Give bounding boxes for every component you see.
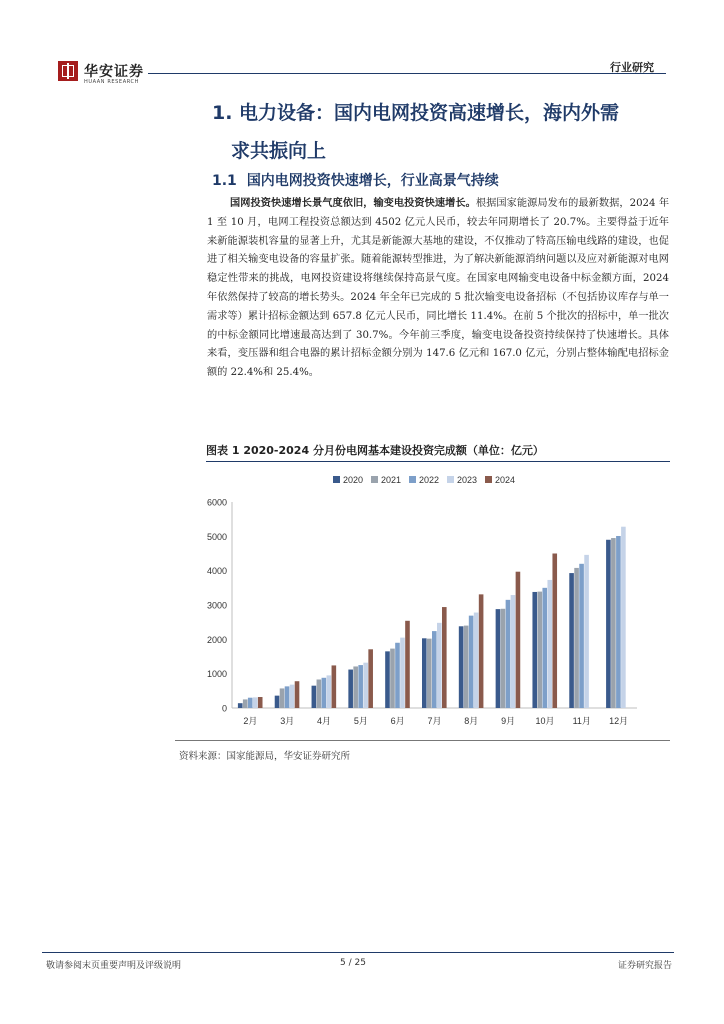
header-divider xyxy=(148,73,666,74)
legend-swatch xyxy=(485,476,492,483)
x-tick-label: 11月 xyxy=(572,716,591,726)
bar-2022 xyxy=(358,665,363,708)
x-tick-label: 6月 xyxy=(390,716,405,726)
section-heading-line2: 求共振向上 xyxy=(231,140,327,162)
bar-2023 xyxy=(437,623,442,708)
bar-2024 xyxy=(405,621,410,708)
bar-2022 xyxy=(469,616,474,708)
bar-2023 xyxy=(327,675,332,708)
x-tick-label: 4月 xyxy=(317,716,332,726)
x-axis xyxy=(232,708,637,726)
bar-2020 xyxy=(275,696,280,708)
bar-2020 xyxy=(606,540,611,708)
legend-label: 2023 xyxy=(457,475,478,485)
body-paragraph xyxy=(207,194,669,383)
bar-2020 xyxy=(532,592,537,708)
brand-logo-icon xyxy=(58,61,78,81)
x-tick-label: 5月 xyxy=(353,716,368,726)
bar-2021 xyxy=(243,699,248,708)
y-axis xyxy=(207,498,232,714)
bar-2024 xyxy=(295,681,300,708)
y-tick-label: 4000 xyxy=(206,566,227,577)
bar-2022 xyxy=(616,536,621,708)
bar-2020 xyxy=(312,686,317,708)
y-tick-label: 6000 xyxy=(206,497,227,508)
figure-title-rule xyxy=(206,461,670,462)
chart-legend xyxy=(333,475,515,485)
bar-2024 xyxy=(442,607,447,708)
bar-2020 xyxy=(569,573,574,708)
y-tick-label: 2000 xyxy=(206,634,227,645)
legend-label: 2021 xyxy=(381,475,402,485)
bar-2024 xyxy=(368,649,373,708)
bar-2021 xyxy=(317,680,322,708)
bar-2023 xyxy=(621,527,626,708)
subsection-title: 国内电网投资快速增长，行业高景气持续 xyxy=(246,173,499,189)
bar-2023 xyxy=(474,613,479,708)
bar-2021 xyxy=(611,538,616,708)
y-tick-label: 1000 xyxy=(206,669,227,680)
bar-2020 xyxy=(348,670,353,708)
bar-2023 xyxy=(584,555,589,708)
source-rule xyxy=(175,740,670,741)
footer-divider xyxy=(42,952,674,953)
bar-2022 xyxy=(579,564,584,708)
x-tick-label: 9月 xyxy=(501,716,516,726)
paragraph-text: 根据国家能源局发布的最新数据，2024 年 1 至 10 月，电网工程投资总额达到 4502 亿元人民币，较去年同期增长了 20.7%。主要得益于近年来新能源装机容量的显著上升，尤其是新能源大基地的建设，不仅推动了特高压输电线路的建设，也促进了相关输变电设备的容量扩张。随着能源转型推进，为了解决新能源消纳问题以及应对新能源对电网稳定性带来的挑战，电网投资建设将继续保持高景气度。在国家电网输变电设备中标金额方面，2024 年依然保持了较高的增长势头。2024 年全年已完成的 5 批次输变电设备招标（不包括协议库存与单一需求等）累计招标金额达到 657.8 亿元人民币，同比增长 11.4%。在前 5 个批次的招标中，单一批次的中标金额同比增速最高达到了 30.7%。今年前三季度，输变电设备投资持续保持了快速增长。具体来看，变压器和组合电器的累计招标金额分别为 147.6 亿元和 167.0 亿元，分别占整体输配电招标金额的 22.4%和 25.4%。 xyxy=(207,198,670,379)
legend-swatch xyxy=(447,476,454,483)
x-tick-label: 2月 xyxy=(243,716,258,726)
bar-2024 xyxy=(516,572,521,708)
chart-bars xyxy=(238,527,626,708)
subsection-number: 1.1 xyxy=(212,173,237,189)
bar-2024 xyxy=(332,665,337,708)
legend-swatch xyxy=(333,476,340,483)
bar-2022 xyxy=(432,631,437,708)
bar-2023 xyxy=(253,697,258,708)
section-heading-line1: 1. 电力设备：国内电网投资高速增长，海内外需 xyxy=(212,102,620,124)
section-heading xyxy=(212,94,672,170)
bar-2021 xyxy=(427,639,432,708)
bar-2024 xyxy=(479,594,484,708)
y-tick-label: 3000 xyxy=(206,600,227,611)
bar-2020 xyxy=(459,626,464,708)
bar-2021 xyxy=(280,688,285,708)
bar-2021 xyxy=(501,609,506,708)
bar-2021 xyxy=(537,592,542,708)
y-tick-label: 5000 xyxy=(206,531,227,542)
footer-report-type: 证券研究报告 xyxy=(618,961,673,971)
legend-swatch xyxy=(409,476,416,483)
bar-2023 xyxy=(511,595,516,708)
bar-2020 xyxy=(385,651,390,708)
subsection-heading xyxy=(212,170,499,190)
bar-2023 xyxy=(400,638,405,708)
x-tick-label: 8月 xyxy=(464,716,479,726)
figure-title: 图表 1 2020-2024 分月份电网基本建设投资完成额（单位：亿元） xyxy=(206,444,544,457)
bar-2022 xyxy=(248,698,253,708)
investment-bar-chart xyxy=(175,466,665,738)
x-tick-label: 10月 xyxy=(535,716,555,726)
bar-2020 xyxy=(422,638,427,708)
bar-2021 xyxy=(464,626,469,708)
report-section-label: 行业研究 xyxy=(610,61,654,74)
x-tick-label: 7月 xyxy=(427,716,442,726)
bar-2022 xyxy=(542,588,547,708)
bar-2020 xyxy=(496,609,501,708)
bar-2022 xyxy=(395,643,400,708)
footer-disclaimer: 敬请参阅末页重要声明及评级说明 xyxy=(46,961,182,971)
paragraph-lead: 国网投资快速增长景气度依旧，输变电投资快速增长。 xyxy=(230,197,476,209)
bar-2024 xyxy=(552,554,557,709)
bar-2020 xyxy=(238,703,243,708)
bar-2021 xyxy=(390,649,395,708)
bar-2021 xyxy=(353,666,358,708)
bar-2022 xyxy=(322,678,327,708)
bar-2021 xyxy=(574,568,579,708)
legend-label: 2024 xyxy=(495,475,516,485)
bar-2024 xyxy=(258,697,263,708)
legend-swatch xyxy=(371,476,378,483)
brand-name-en: HUAAN RESEARCH xyxy=(84,79,139,85)
page-number: 5 / 25 xyxy=(340,958,366,968)
bar-2022 xyxy=(506,600,511,708)
legend-label: 2020 xyxy=(343,475,364,485)
bar-2023 xyxy=(363,663,368,708)
bar-2023 xyxy=(290,685,295,708)
y-tick-label: 0 xyxy=(221,703,227,714)
bar-2023 xyxy=(547,580,552,708)
x-tick-label: 12月 xyxy=(609,716,629,726)
legend-label: 2022 xyxy=(419,475,440,485)
bar-2022 xyxy=(285,686,290,708)
brand-name: 华安证券 xyxy=(84,64,144,80)
x-tick-label: 3月 xyxy=(280,716,295,726)
figure-source: 资料来源：国家能源局，华安证券研究所 xyxy=(179,751,351,762)
